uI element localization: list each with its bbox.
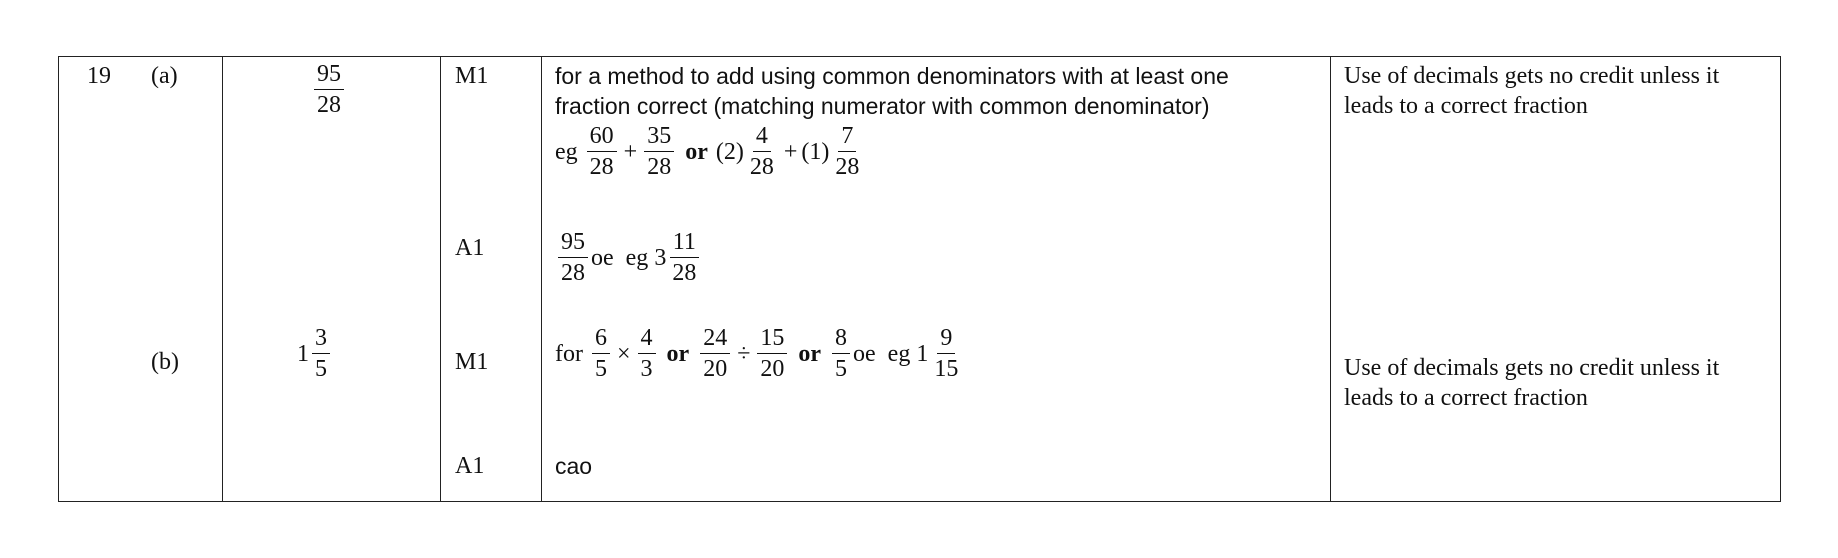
mark-scheme-table	[58, 56, 1781, 502]
fraction: $\frac{15}{20}$	[757, 323, 787, 384]
answer-a-fraction: $\frac{95}{28}$	[314, 59, 344, 120]
fraction: $\frac{8}{5}$	[832, 323, 850, 384]
fraction: $\frac{95}{28}$	[558, 227, 588, 288]
comment-b-line1: Use of decimals gets no credit unless it	[1344, 355, 1720, 381]
part-label-a: (a)	[151, 63, 178, 89]
comment-a-line2: leads to a correct fraction	[1344, 93, 1588, 119]
note-b-m1: for $\frac{6}{5}$ × $\frac{4}{3}$ or $\frac{24}{20}$ ÷ $\frac{15}{20}$ or $\frac{8}{5}$ oe eg 1 $\frac{9}{15}$	[555, 323, 964, 384]
column-divider	[541, 57, 542, 501]
comment-a-line1: Use of decimals gets no credit unless it	[1344, 63, 1720, 89]
fraction: $\frac{7}{28}$	[835, 123, 860, 180]
fraction: $\frac{11}{28}$	[669, 227, 699, 288]
column-divider	[222, 57, 223, 501]
question-number: 19	[87, 63, 111, 89]
note-a-m1-line1: for a method to add using common denominators with at least one	[555, 63, 1229, 89]
fraction: $\frac{9}{15}$	[934, 325, 959, 382]
fraction: $\frac{24}{20}$	[700, 323, 730, 384]
note-a-m1-line2: fraction correct (matching numerator with common denominator)	[555, 93, 1210, 119]
fraction: $\frac{35}{28}$	[644, 121, 674, 182]
fraction: $\frac{60}{28}$	[587, 121, 617, 182]
answer-b-whole: 1	[297, 340, 309, 367]
mark-b-m1: M1	[455, 349, 489, 375]
mark-a-m1: M1	[455, 63, 489, 89]
comment-b-line2: leads to a correct fraction	[1344, 385, 1588, 411]
column-divider	[440, 57, 441, 501]
fraction: $\frac{4}{28}$	[749, 123, 774, 180]
note-b-a1: cao	[555, 453, 593, 479]
mark-a-a1: A1	[455, 235, 485, 261]
fraction: $\frac{4}{3}$	[638, 323, 656, 384]
part-label-b: (b)	[151, 349, 179, 375]
column-divider	[1330, 57, 1331, 501]
note-a-a1: $\frac{95}{28}$ oe eg 3 $\frac{11}{28}$	[555, 227, 702, 288]
note-a-m1-example: eg $\frac{60}{28}$ + $\frac{35}{28}$ or (2) $\frac{4}{28}$ + (1) $\frac{7}{28}$	[555, 121, 865, 182]
mark-b-a1: A1	[455, 453, 485, 479]
answer-b-fraction: $\frac{3}{5}$	[312, 323, 330, 384]
answer-b	[297, 323, 333, 384]
fraction: $\frac{6}{5}$	[592, 323, 610, 384]
answer-a	[311, 59, 347, 120]
